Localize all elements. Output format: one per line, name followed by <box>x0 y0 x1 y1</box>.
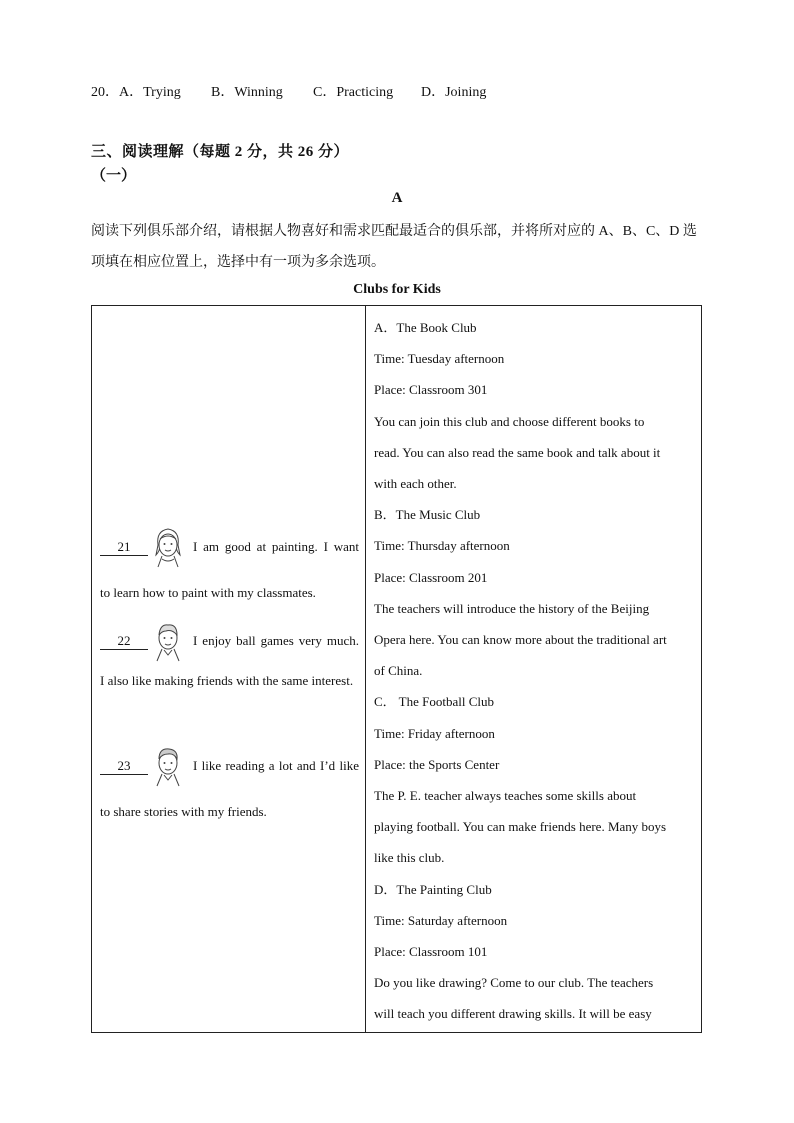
club-line: Place: Classroom 201 <box>374 569 488 585</box>
club-line: read. You can also read the same book and talk about it <box>374 444 661 460</box>
club-line: playing football. You can make friends here. Many boys <box>374 819 667 835</box>
section-subtitle: （一） <box>91 168 137 184</box>
answer-blank-21[interactable]: 21 <box>100 539 148 556</box>
question-number: 20． <box>91 85 119 100</box>
club-line: Opera here. You can know more about the traditional art <box>374 632 667 648</box>
option-b: B．Winning <box>211 85 283 100</box>
club-line: A．The Book Club <box>374 320 477 335</box>
boy-face-icon <box>150 619 186 663</box>
person-22-line1: I enjoy ball games very much. <box>193 633 359 648</box>
club-line: Do you like drawing? Come to our club. The teachers <box>374 975 654 991</box>
option-d: D．Joining <box>421 85 487 100</box>
answer-blank-23[interactable]: 23 <box>100 758 148 775</box>
instructions: 阅读下列俱乐部介绍，请根据人物喜好和需求匹配最适合的俱乐部，并将所对应的 A、B、C、D 选项填在相应位置上，选择中有一项为多余选项。 <box>91 224 697 270</box>
part-heading: A <box>391 190 403 206</box>
club-line: will teach you different drawing skills. It will be easy <box>374 1006 652 1022</box>
person-21-line1: I am good at painting. I want <box>193 539 359 554</box>
column-divider <box>365 306 366 1032</box>
question-20-options <box>91 81 486 101</box>
club-line: Place: Classroom 301 <box>374 382 488 398</box>
club-line: of China. <box>374 663 423 679</box>
clubs-column <box>374 312 694 1030</box>
clubs-table <box>91 305 702 1033</box>
girl-face-icon <box>150 525 186 569</box>
boy-face-icon <box>150 744 186 788</box>
club-line: C． The Football Club <box>374 694 495 710</box>
club-line: Place: Classroom 101 <box>374 944 488 960</box>
option-c: C．Practicing <box>313 85 394 100</box>
club-line: Place: the Sports Center <box>374 756 500 772</box>
club-line: with each other. <box>374 476 457 492</box>
club-line: Time: Tuesday afternoon <box>374 351 505 367</box>
option-a: A．Trying <box>119 85 181 100</box>
person-21-line2: to learn how to paint with my classmates. <box>100 585 316 600</box>
club-line: like this club. <box>374 850 445 866</box>
answer-blank-22[interactable]: 22 <box>100 633 148 650</box>
club-line: B．The Music Club <box>374 507 481 523</box>
person-23-line1: I like reading a lot and I’d like <box>193 758 359 773</box>
person-23-line2: to share stories with my friends. <box>100 804 267 819</box>
club-line: Time: Saturday afternoon <box>374 912 508 928</box>
club-line: The P. E. teacher always teaches some skills about <box>374 788 637 804</box>
club-line: The teachers will introduce the history of the Beijing <box>374 600 650 616</box>
club-line: D．The Painting Club <box>374 881 492 897</box>
club-line: Time: Thursday afternoon <box>374 538 510 554</box>
table-title: Clubs for Kids <box>353 282 441 297</box>
club-line: You can join this club and choose different books to <box>374 413 645 429</box>
section-title: 三、阅读理解（每题 2 分，共 26 分） <box>91 144 350 160</box>
club-line: Time: Friday afternoon <box>374 725 495 741</box>
person-22-line2: I also like making friends with the same interest. <box>100 673 354 688</box>
